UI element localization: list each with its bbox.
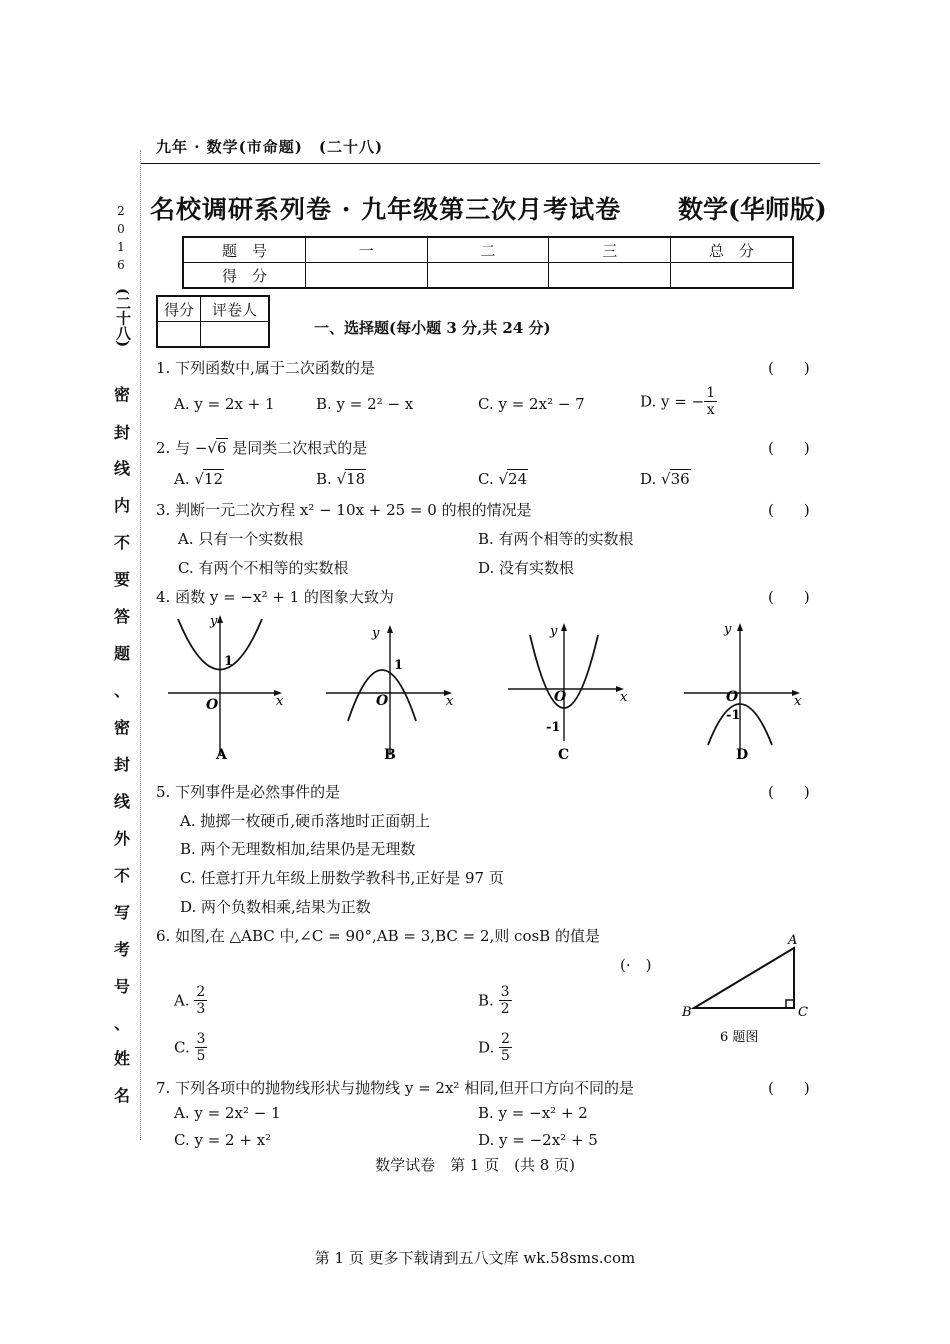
question-4-stem: 4. 函数 y = −x² + 1 的图象大致为 <box>156 588 394 606</box>
q6-option-b <box>478 984 512 1017</box>
seal-char: 名 <box>113 1086 130 1105</box>
origin-label: O <box>726 689 739 705</box>
fraction-numerator: 2 <box>196 984 206 1000</box>
grader-score-label: 得分 <box>157 296 201 322</box>
q5-option-b: B. 两个无理数相加,结果仍是无理数 <box>180 840 416 858</box>
graph-c[interactable] <box>508 623 628 763</box>
q3-option-d: D. 没有实数根 <box>478 559 575 577</box>
answer-paren[interactable]: (· ) <box>620 956 652 974</box>
score-table-header: 二 <box>427 237 549 263</box>
q6-triangle-figure <box>678 930 818 1050</box>
header-line: 九年 · 数学(市命题) (二十八) <box>156 138 384 156</box>
fraction-denominator: x <box>706 402 715 418</box>
option-letter: D. <box>640 470 662 488</box>
graph-d[interactable] <box>684 622 802 763</box>
graph-label: D <box>736 747 749 763</box>
q2-option-a: A. √12 <box>174 470 224 488</box>
question-2-stem: 2. 与 −√6 是同类二次根式的是 <box>156 439 368 457</box>
grader-name-label: 评卷人 <box>201 296 270 322</box>
q5-option-d: D. 两个负数相乘,结果为正数 <box>180 898 371 916</box>
y-label: y <box>550 624 558 639</box>
seal-char: 外 <box>113 829 130 848</box>
seal-char: 号 <box>113 977 130 996</box>
fraction-denominator: 3 <box>196 1001 206 1017</box>
option-letter: B. <box>478 991 494 1010</box>
q7-option-c: C. y = 2 + x² <box>174 1131 272 1149</box>
seal-char: 密 <box>113 385 130 404</box>
year-digit: 6 <box>117 258 125 272</box>
q6-option-c <box>174 1031 207 1064</box>
seal-char: 不 <box>113 866 130 885</box>
year-digit: 1 <box>117 240 125 254</box>
triangle-abc <box>694 948 794 1008</box>
header-rule <box>140 163 820 164</box>
q3-option-c: C. 有两个不相等的实数根 <box>178 559 349 577</box>
year-digit: 0 <box>117 222 125 236</box>
intercept-label: 1 <box>224 654 234 669</box>
question-3-stem: 3. 判断一元二次方程 x² − 10x + 25 = 0 的根的情况是 <box>156 501 532 519</box>
q1-option-c: C. y = 2x² − 7 <box>478 395 585 413</box>
question-5-stem: 5. 下列事件是必然事件的是 <box>156 783 341 801</box>
vertex-c-label: C <box>798 1005 808 1020</box>
exam-title: 名校调研系列卷 · 九年级第三次月考试卷 <box>150 195 622 224</box>
score-table-header: 题 号 <box>183 237 305 263</box>
x-label: x <box>276 694 284 709</box>
seal-char: 内 <box>113 496 130 515</box>
right-angle-mark <box>786 1000 794 1008</box>
q4-graphs <box>150 605 820 770</box>
x-label: x <box>620 690 628 705</box>
seal-char: 答 <box>113 607 130 626</box>
q2-option-c: C. √24 <box>478 470 528 488</box>
y-label: y <box>724 622 732 637</box>
q7-option-d: D. y = −2x² + 5 <box>478 1131 598 1149</box>
q5-option-c: C. 任意打开九年级上册数学教科书,正好是 97 页 <box>180 869 504 887</box>
fraction-numerator: 2 <box>501 1031 510 1047</box>
answer-paren[interactable]: ( ) <box>768 588 810 606</box>
score-cell[interactable] <box>549 263 671 289</box>
q3-option-b: B. 有两个相等的实数根 <box>478 530 634 548</box>
seal-char: 封 <box>113 755 130 774</box>
y-axis-arrow <box>737 623 743 631</box>
seal-char: 、 <box>113 681 130 700</box>
score-cell[interactable] <box>671 263 793 289</box>
q6-option-d <box>478 1031 512 1064</box>
question-7-stem: 7. 下列各项中的抛物线形状与抛物线 y = 2x² 相同,但开口方向不同的是 <box>156 1079 634 1097</box>
figure-caption: 6 题图 <box>720 1030 759 1045</box>
source-footer: 第 1 页 更多下载请到五八文库 wk.58sms.com <box>314 1249 636 1267</box>
vertex-b-label: B <box>682 1005 692 1020</box>
score-cell[interactable] <box>427 263 549 289</box>
q2-option-b: B. √18 <box>316 470 366 488</box>
score-table-header: 三 <box>549 237 671 263</box>
score-table-header: 总 分 <box>671 237 793 263</box>
q1-option-d <box>640 385 717 418</box>
seal-char: 题 <box>113 644 130 663</box>
vertex-a-label: A <box>788 933 798 948</box>
seal-char: 不 <box>113 533 130 552</box>
fraction-numerator: 3 <box>500 984 510 1000</box>
score-table <box>182 236 794 289</box>
answer-paren[interactable]: ( ) <box>768 1079 810 1097</box>
seal-char: 考 <box>113 940 130 959</box>
q5-option-a: A. 抛掷一枚硬币,硬币落地时正面朝上 <box>180 812 431 830</box>
q1-option-a: A. y = 2x + 1 <box>174 395 275 413</box>
x-label: x <box>446 694 454 709</box>
radicand: 36 <box>670 470 690 488</box>
origin-label: O <box>206 697 219 713</box>
seal-char: 线 <box>113 792 130 811</box>
q1-d-prefix: D. y = − <box>640 392 705 411</box>
q1-option-b: B. y = 2² − x <box>316 395 414 413</box>
q7-option-a: A. y = 2x² − 1 <box>174 1104 281 1122</box>
radicand: 6 <box>216 439 227 457</box>
q3-option-a: A. 只有一个实数根 <box>178 530 304 548</box>
q6-option-a <box>174 984 207 1017</box>
origin-label: O <box>554 689 567 705</box>
q2-option-d: D. √36 <box>640 470 690 488</box>
answer-paren[interactable]: ( ) <box>768 501 810 519</box>
intercept-label: -1 <box>546 720 561 735</box>
graph-label: C <box>558 747 570 763</box>
page-footer: 数学试卷 第 1 页 (共 8 页) <box>375 1156 575 1174</box>
y-axis-arrow <box>217 615 223 623</box>
fraction-numerator: 3 <box>196 1031 206 1047</box>
question-6-stem: 6. 如图,在 △ABC 中,∠C = 90°,AB = 3,BC = 2,则 cosB 的值是 <box>156 927 600 945</box>
grader-score-cell[interactable] <box>157 322 201 348</box>
intercept-label: 1 <box>394 658 404 673</box>
graph-a[interactable] <box>168 614 284 763</box>
answer-paren[interactable]: ( ) <box>768 359 810 377</box>
q7-option-b: B. y = −x² + 2 <box>478 1104 588 1122</box>
seal-char: 要 <box>113 570 130 589</box>
exam-edition: 数学(华师版) <box>678 195 827 224</box>
binding-dotted-line <box>140 150 141 1140</box>
graph-label: B <box>384 747 396 763</box>
option-letter: D. <box>478 1038 495 1057</box>
seal-char: 写 <box>113 903 130 922</box>
score-cell[interactable] <box>305 263 427 289</box>
y-axis-arrow <box>387 625 393 633</box>
option-letter: A. <box>174 991 190 1010</box>
section-title: 一、选择题(每小题 3 分,共 24 分) <box>314 319 551 337</box>
fraction-numerator: 1 <box>706 385 716 401</box>
origin-label: O <box>376 693 389 709</box>
seal-char: 封 <box>113 423 130 442</box>
seal-char: 密 <box>113 718 130 737</box>
graph-b[interactable] <box>326 625 454 763</box>
seal-char: 线 <box>113 459 130 478</box>
seal-char: 、 <box>113 1014 130 1033</box>
radicand: 24 <box>508 470 528 488</box>
y-axis-arrow <box>561 623 567 631</box>
option-letter: A. <box>174 470 195 488</box>
score-table-row-label: 得 分 <box>183 263 305 289</box>
radicand: 18 <box>346 470 366 488</box>
answer-paren[interactable]: ( ) <box>768 783 810 801</box>
y-label: y <box>372 626 380 641</box>
score-table-header: 一 <box>305 237 427 263</box>
grader-name-cell[interactable] <box>201 322 270 348</box>
y-label: y <box>210 614 218 629</box>
intercept-label: -1 <box>726 708 741 723</box>
question-1-stem: 1. 下列函数中,属于二次函数的是 <box>156 359 375 377</box>
grader-box <box>156 295 270 348</box>
option-letter: C. <box>478 470 499 488</box>
fraction-denominator: 2 <box>500 1001 510 1017</box>
option-letter: B. <box>316 470 337 488</box>
answer-paren[interactable]: ( ) <box>768 439 810 457</box>
fraction-denominator: 5 <box>196 1048 206 1064</box>
side-volume: (二十八) <box>114 288 132 348</box>
seal-char: 姓 <box>113 1049 130 1068</box>
radicand: 12 <box>203 470 224 488</box>
graph-label: A <box>216 747 227 763</box>
q2-stem-pre: 2. 与 − <box>156 439 208 457</box>
x-label: x <box>794 694 802 709</box>
fraction-denominator: 5 <box>501 1048 510 1064</box>
option-letter: C. <box>174 1038 190 1057</box>
q2-stem-post: 是同类二次根式的是 <box>227 439 368 457</box>
year-digit: 2 <box>117 204 125 218</box>
